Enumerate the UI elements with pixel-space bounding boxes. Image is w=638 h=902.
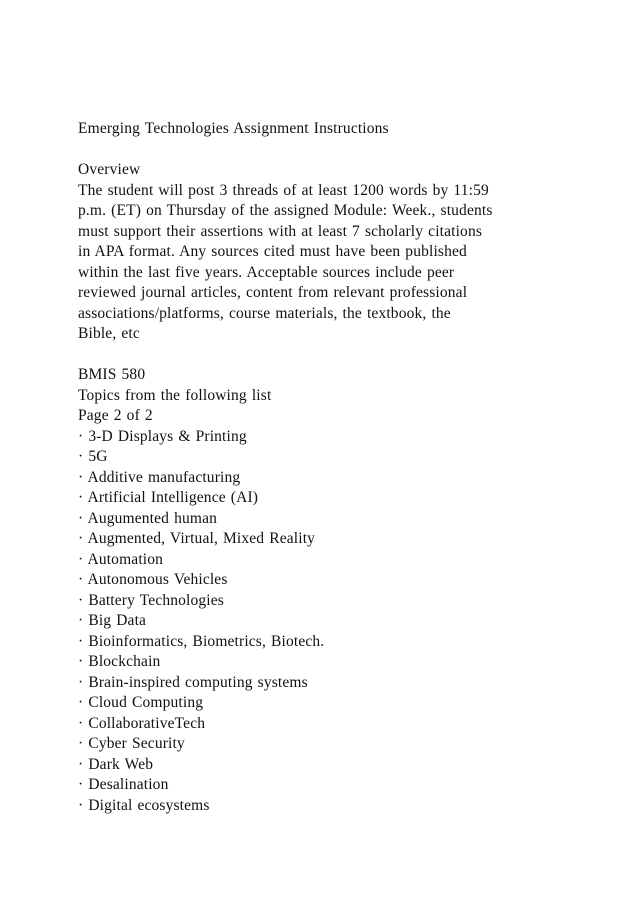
overview-heading: Overview xyxy=(78,161,141,178)
list-item: · Automation xyxy=(78,550,164,568)
list-item: · Augumented human xyxy=(78,509,218,527)
list-item: · Battery Technologies xyxy=(78,591,224,609)
overview-line: must support their assertions with at least 7 scholarly citations xyxy=(78,222,483,240)
list-item: · Cyber Security xyxy=(78,735,185,752)
list-item: · 5G xyxy=(78,448,108,465)
list-item: · Dark Web xyxy=(78,755,154,773)
overview-line: reviewed journal articles, content from relevant professional xyxy=(78,284,468,301)
list-item: · Brain-inspired computing systems xyxy=(78,673,308,691)
overview-line: The student will post 3 threads of at least 1200 words by 11:59 xyxy=(78,181,489,199)
spacer xyxy=(78,140,578,161)
list-item: · Autonomous Vehicles xyxy=(78,571,228,588)
topics-heading: Topics from the following list xyxy=(78,386,272,404)
list-item: · 3-D Displays & Printing xyxy=(78,427,247,445)
list-item: · Digital ecosystems xyxy=(78,796,210,814)
spacer xyxy=(78,345,578,366)
list-item: · Artificial Intelligence (AI) xyxy=(78,489,259,506)
course-code: BMIS 580 xyxy=(78,366,146,383)
list-item: · Cloud Computing xyxy=(78,694,204,711)
overview-paragraph xyxy=(78,181,578,345)
list-item: · Additive manufacturing xyxy=(78,468,241,486)
list-item: · Augmented, Virtual, Mixed Reality xyxy=(78,530,316,547)
list-item: · Desalination xyxy=(78,776,169,793)
list-item: · Blockchain xyxy=(78,653,161,670)
page-indicator: Page 2 of 2 xyxy=(78,407,153,424)
overview-line: associations/platforms, course materials, the textbook, the xyxy=(78,304,451,322)
list-item: · Bioinformatics, Biometrics, Biotech. xyxy=(78,632,325,650)
list-item: · CollaborativeTech xyxy=(78,714,206,732)
document-title: Emerging Technologies Assignment Instructions xyxy=(78,120,389,137)
overview-line: Bible, etc xyxy=(78,325,140,342)
document-body xyxy=(78,119,578,816)
overview-line: in APA format. Any sources cited must have been published xyxy=(78,243,467,260)
overview-line: p.m. (ET) on Thursday of the assigned Module: Week., students xyxy=(78,202,493,219)
list-item: · Big Data xyxy=(78,612,147,629)
overview-line: within the last five years. Acceptable sources include peer xyxy=(78,263,455,281)
topics-list xyxy=(78,427,578,817)
